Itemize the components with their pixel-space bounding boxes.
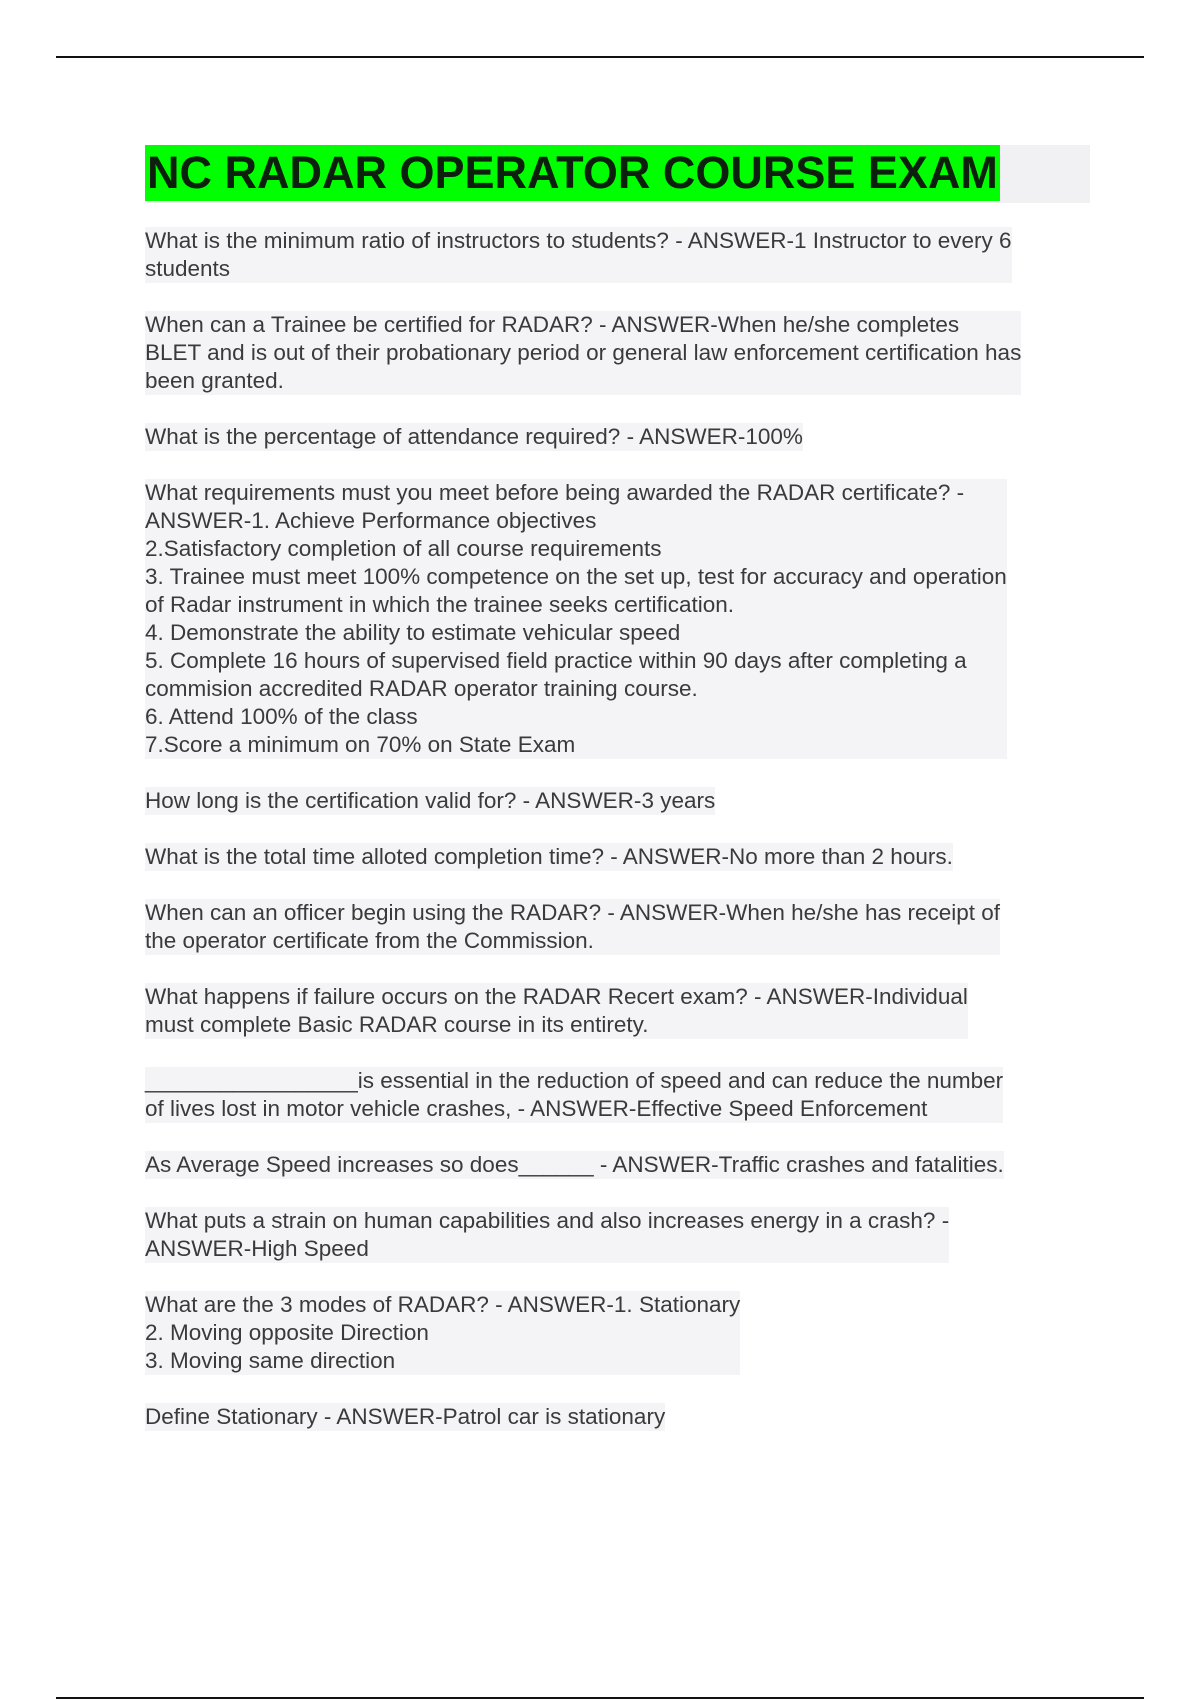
title-banner bbox=[145, 145, 1090, 203]
question-text: What happens if failure occurs on the RADAR Recert exam? - ANSWER- bbox=[145, 984, 873, 1009]
question-text: What puts a strain on human capabilities and also increases energy in a crash? - ANSWER- bbox=[145, 1208, 950, 1261]
qa-item bbox=[145, 227, 1012, 283]
qa-item bbox=[145, 1151, 1004, 1179]
qa-item bbox=[145, 843, 953, 871]
qa-item bbox=[145, 1403, 665, 1431]
document-body bbox=[145, 145, 1090, 1459]
question-text: When can a Trainee be certified for RADAR? - ANSWER- bbox=[145, 312, 718, 337]
qa-item bbox=[145, 1067, 1003, 1123]
answer-text: No more than 2 hours. bbox=[728, 844, 953, 869]
answer-text: 1. Stationary 2. Moving opposite Direction 3. Moving same direction bbox=[145, 1292, 741, 1373]
question-text: How long is the certification valid for? - ANSWER- bbox=[145, 788, 642, 813]
document-title: NC RADAR OPERATOR COURSE EXAM bbox=[145, 145, 1000, 201]
qa-item bbox=[145, 787, 715, 815]
answer-text: When he/she has receipt of the operator certificate from the Commission. bbox=[145, 900, 1001, 953]
qa-item bbox=[145, 423, 803, 451]
question-text: What is the total time alloted completion time? - ANSWER- bbox=[145, 844, 729, 869]
qa-item bbox=[145, 899, 1000, 955]
answer-text: 3 years bbox=[641, 788, 716, 813]
top-rule bbox=[56, 56, 1144, 58]
answer-text: Traffic crashes and fatalities. bbox=[718, 1152, 1004, 1177]
qa-list bbox=[145, 227, 1090, 1431]
answer-text: High Speed bbox=[251, 1236, 369, 1261]
question-text: _________________is essential in the reduction of speed and can reduce the number of lives lost in motor vehicle crashes, - ANSWER- bbox=[145, 1068, 1004, 1121]
question-text: What is the minimum ratio of instructors to students? - ANSWER- bbox=[145, 228, 794, 253]
qa-item bbox=[145, 983, 968, 1039]
answer-text: 100% bbox=[745, 424, 803, 449]
answer-text: 1. Achieve Performance objectives 2.Satisfactory completion of all course requirements 3. Trainee must meet 100% competence on the set up, test for accuracy and operation of Radar instrument in which the trainee seeks certification. 4. Demonstrate the ability to estimate vehicular speed 5. Complete 16 hours of supervised field practice within 90 days after completing a commision accredited RADAR operator training course. 6. Attend 100% of the class 7.Score a minimum on 70% on State Exam bbox=[145, 508, 1007, 757]
answer-text: 1 Instructor to every 6 students bbox=[145, 228, 1012, 281]
question-text: What requirements must you meet before being awarded the RADAR certificate? - ANSWER- bbox=[145, 480, 965, 533]
qa-item bbox=[145, 311, 1021, 395]
qa-item bbox=[145, 1207, 949, 1263]
question-text: As Average Speed increases so does______ - ANSWER- bbox=[145, 1152, 719, 1177]
question-text: When can an officer begin using the RADAR? - ANSWER- bbox=[145, 900, 727, 925]
answer-text: Individual must complete Basic RADAR course in its entirety. bbox=[145, 984, 968, 1037]
bottom-rule bbox=[56, 1697, 1144, 1699]
question-text: What is the percentage of attendance required? - ANSWER- bbox=[145, 424, 746, 449]
answer-text: Patrol car is stationary bbox=[442, 1404, 666, 1429]
answer-text: When he/she completes BLET and is out of their probationary period or general law enforcement certification has been granted. bbox=[145, 312, 1022, 393]
qa-item bbox=[145, 479, 1007, 759]
question-text: What are the 3 modes of RADAR? - ANSWER- bbox=[145, 1292, 614, 1317]
answer-text: Effective Speed Enforcement bbox=[636, 1096, 928, 1121]
question-text: Define Stationary - ANSWER- bbox=[145, 1404, 443, 1429]
qa-item bbox=[145, 1291, 740, 1375]
